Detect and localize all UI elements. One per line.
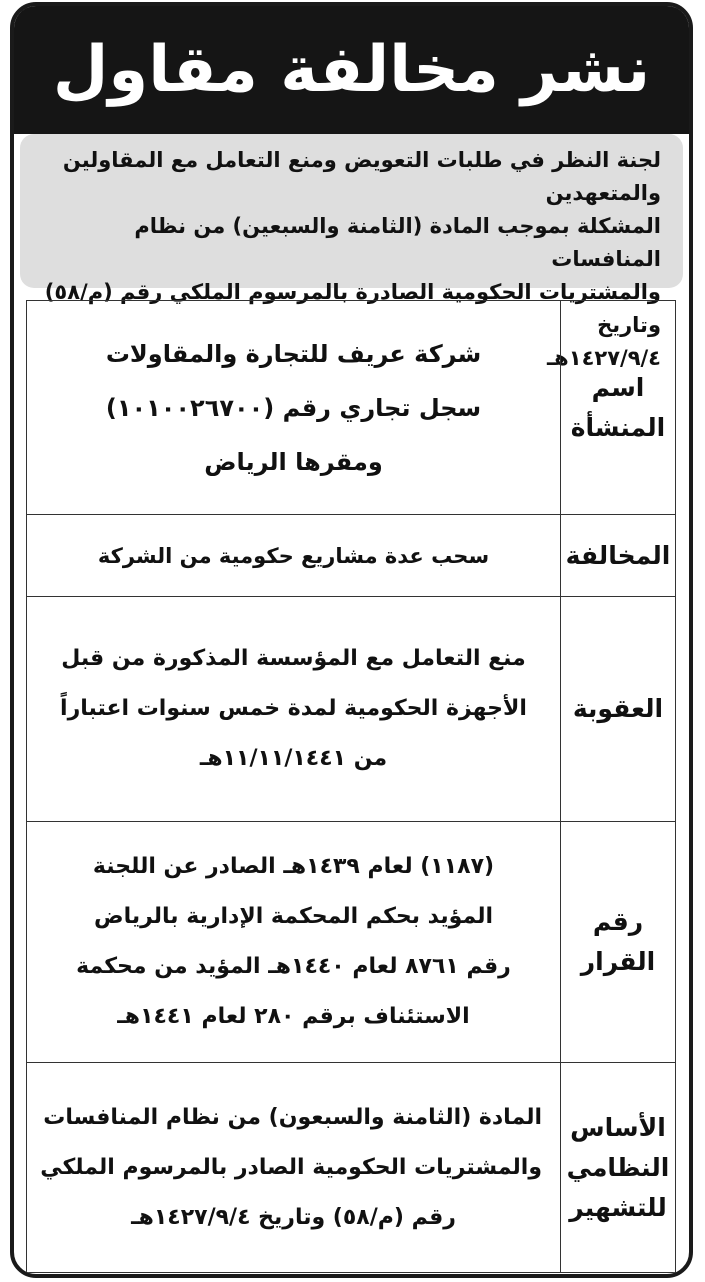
intro-line: ١٤٢٧/٩/٤هـ bbox=[547, 346, 661, 370]
row-value-legal-basis bbox=[27, 1063, 561, 1273]
value-line: الأجهزة الحكومية لمدة خمس سنوات اعتباراً bbox=[60, 696, 527, 721]
label-line: للتشهير bbox=[569, 1192, 667, 1222]
value-line: شركة عريف للتجارة والمقاولات bbox=[105, 339, 482, 368]
table-row-penalty bbox=[27, 597, 676, 822]
value-line: سحب عدة مشاريع حكومية من الشركة bbox=[97, 543, 490, 568]
label-line: القرار bbox=[580, 947, 656, 976]
row-value-violation bbox=[27, 515, 561, 597]
label-line: المنشأة bbox=[570, 412, 666, 442]
notice-frame bbox=[10, 2, 693, 1278]
intro-line: لجنة النظر في طلبات التعويض ومنع التعامل مع المقاولين والمتعهدين bbox=[62, 148, 661, 205]
notice-header bbox=[14, 6, 689, 134]
value-line: ومقرها الرياض bbox=[204, 447, 383, 476]
table-row-decision-number bbox=[27, 822, 676, 1063]
value-line: المادة (الثامنة والسبعون) من نظام المنافسات bbox=[43, 1104, 542, 1130]
row-label-legal-basis bbox=[561, 1063, 676, 1273]
value-line: سجل تجاري رقم (١٠١٠٠٢٦٧٠٠) bbox=[105, 393, 482, 422]
row-label-penalty bbox=[561, 597, 676, 822]
row-value-decision-number bbox=[27, 822, 561, 1063]
intro-line: والمشتريات الحكومية الصادرة بالمرسوم الملكي رقم (م/٥٨) وتاريخ bbox=[44, 280, 661, 337]
row-label-violation bbox=[561, 515, 676, 597]
value-line: منع التعامل مع المؤسسة المذكورة من قبل bbox=[61, 646, 526, 671]
label-line: النظامي bbox=[566, 1152, 670, 1182]
value-line: من ١١/١١/١٤٤١هـ bbox=[199, 746, 388, 771]
violation-details-table bbox=[26, 300, 676, 1273]
value-line: رقم ٨٧٦١ لعام ١٤٤٠هـ المؤيد من محكمة bbox=[76, 954, 511, 979]
row-label-establishment-name bbox=[561, 301, 676, 515]
label-line: العقوبة bbox=[572, 694, 664, 723]
row-value-establishment-name bbox=[27, 301, 561, 515]
table-row-establishment-name bbox=[27, 301, 676, 515]
value-line: رقم (م/٥٨) وتاريخ ١٤٢٧/٩/٤هـ bbox=[131, 1204, 456, 1230]
label-line: المخالفة bbox=[565, 540, 671, 570]
intro-line: المشكلة بموجب المادة (الثامنة والسبعين) من نظام المنافسات bbox=[134, 214, 661, 271]
label-line: الأساس bbox=[570, 1112, 666, 1142]
table-row-violation bbox=[27, 515, 676, 597]
value-line: المؤيد بحكم المحكمة الإدارية بالرياض bbox=[93, 904, 493, 929]
label-line: رقم bbox=[592, 907, 644, 936]
value-line: الاستئناف برقم ٢٨٠ لعام ١٤٤١هـ bbox=[117, 1004, 470, 1029]
row-value-penalty bbox=[27, 597, 561, 822]
value-line: (١١٨٧) لعام ١٤٣٩هـ الصادر عن اللجنة bbox=[92, 854, 495, 879]
value-line: والمشتريات الحكومية الصادر بالمرسوم الملكي bbox=[40, 1154, 542, 1180]
table-row-legal-basis bbox=[27, 1063, 676, 1273]
label-line: اسم bbox=[591, 372, 645, 402]
row-label-decision-number bbox=[561, 822, 676, 1063]
notice-title: نشر مخالفة مقاول bbox=[52, 33, 651, 107]
